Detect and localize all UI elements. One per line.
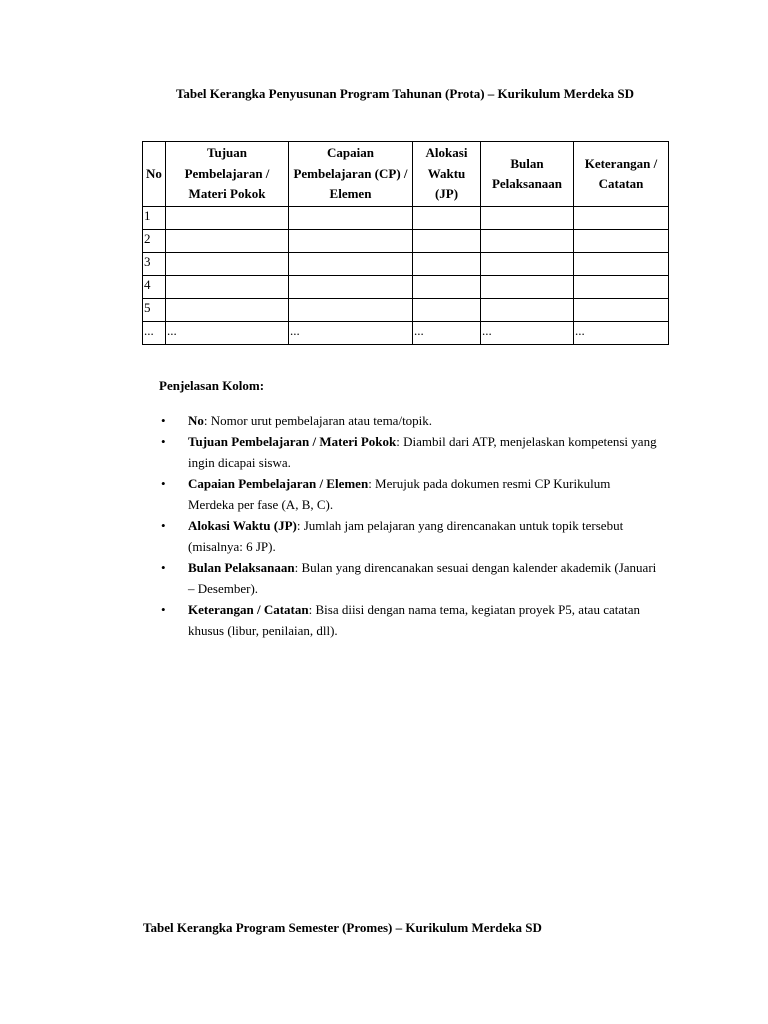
table-cell bbox=[289, 230, 413, 253]
table-row bbox=[143, 299, 669, 322]
table-row bbox=[143, 253, 669, 276]
list-item bbox=[159, 431, 659, 473]
table-cell bbox=[413, 299, 481, 322]
column-explanation-list bbox=[159, 410, 659, 641]
table-cell bbox=[481, 299, 574, 322]
header-capaian-pembelajaran: Capaian Pembelajaran (CP) / Elemen bbox=[289, 142, 413, 207]
table-cell: ... bbox=[413, 322, 481, 345]
header-keterangan: Keterangan / Catatan bbox=[574, 142, 669, 207]
table-cell bbox=[166, 299, 289, 322]
list-item-text: : Diambil dari ATP, menjelaskan kompetensi yang ingin dicapai siswa. bbox=[188, 434, 657, 470]
bullet-icon: • bbox=[161, 518, 166, 533]
table-cell: ... bbox=[166, 322, 289, 345]
column-explanation-heading: Penjelasan Kolom: bbox=[159, 378, 265, 393]
table-cell bbox=[289, 299, 413, 322]
table-cell bbox=[289, 276, 413, 299]
list-item-term: Capaian Pembelajaran / Elemen bbox=[188, 476, 369, 491]
table-row bbox=[143, 230, 669, 253]
table-cell: ... bbox=[574, 322, 669, 345]
list-item-text: : Jumlah jam pelajaran yang direncanakan untuk topik tersebut (misalnya: 6 JP). bbox=[188, 518, 624, 554]
table-cell: ... bbox=[289, 322, 413, 345]
table-cell bbox=[413, 253, 481, 276]
bullet-icon: • bbox=[161, 560, 166, 575]
list-item bbox=[159, 515, 659, 557]
list-item bbox=[159, 599, 659, 641]
list-item-term: Tujuan Pembelajaran / Materi Pokok bbox=[188, 434, 397, 449]
table-cell bbox=[481, 230, 574, 253]
table-cell bbox=[413, 207, 481, 230]
header-bulan-pelaksanaan: Bulan Pelaksanaan bbox=[481, 142, 574, 207]
table-row bbox=[143, 322, 669, 345]
table-cell bbox=[574, 207, 669, 230]
table-cell-no: 5 bbox=[143, 299, 166, 322]
document-title: Tabel Kerangka Penyusunan Program Tahunan (Prota) – Kurikulum Merdeka SD bbox=[175, 86, 635, 101]
table-cell bbox=[574, 230, 669, 253]
bullet-icon: • bbox=[161, 602, 166, 617]
list-item-text: : Nomor urut pembelajaran atau tema/topik. bbox=[203, 413, 433, 428]
table-cell bbox=[166, 230, 289, 253]
list-item bbox=[159, 473, 659, 515]
list-item-term: No bbox=[188, 413, 204, 428]
promes-title: Tabel Kerangka Program Semester (Promes) – Kurikulum Merdeka SD bbox=[143, 920, 542, 935]
list-item-text: : Merujuk pada dokumen resmi CP Kurikulum Merdeka per fase (A, B, C). bbox=[188, 476, 611, 512]
table-cell bbox=[289, 253, 413, 276]
header-tujuan-pembelajaran: Tujuan Pembelajaran / Materi Pokok bbox=[166, 142, 289, 207]
bullet-icon: • bbox=[161, 413, 166, 428]
list-item-text: : Bulan yang direncanakan sesuai dengan kalender akademik (Januari – Desember). bbox=[188, 560, 657, 596]
table-cell-no: 3 bbox=[143, 253, 166, 276]
table-cell bbox=[413, 276, 481, 299]
table-cell bbox=[481, 276, 574, 299]
table-cell bbox=[481, 253, 574, 276]
table-cell bbox=[481, 207, 574, 230]
table-row bbox=[143, 276, 669, 299]
table-cell-no: 4 bbox=[143, 276, 166, 299]
table-cell: ... bbox=[481, 322, 574, 345]
list-item-text: : Bisa diisi dengan nama tema, kegiatan proyek P5, atau catatan khusus (libur, penilaian, dll). bbox=[188, 602, 641, 638]
list-item-term: Keterangan / Catatan bbox=[188, 602, 309, 617]
table-cell bbox=[413, 230, 481, 253]
table-cell-no: 1 bbox=[143, 207, 166, 230]
table-cell bbox=[574, 276, 669, 299]
list-item bbox=[159, 410, 659, 431]
list-item-term: Alokasi Waktu (JP) bbox=[188, 518, 297, 533]
table-row bbox=[143, 207, 669, 230]
table-cell bbox=[166, 253, 289, 276]
table-header-row bbox=[143, 142, 669, 207]
table-cell-no: 2 bbox=[143, 230, 166, 253]
header-no: No bbox=[143, 142, 166, 207]
list-item bbox=[159, 557, 659, 599]
table-cell bbox=[289, 207, 413, 230]
table-cell bbox=[166, 207, 289, 230]
table-cell bbox=[574, 253, 669, 276]
table-cell bbox=[574, 299, 669, 322]
header-alokasi-waktu: Alokasi Waktu (JP) bbox=[413, 142, 481, 207]
bullet-icon: • bbox=[161, 476, 166, 491]
list-item-term: Bulan Pelaksanaan bbox=[188, 560, 295, 575]
table-cell-no: ... bbox=[143, 322, 166, 345]
prota-table bbox=[142, 141, 669, 345]
bullet-icon: • bbox=[161, 434, 166, 449]
table-cell bbox=[166, 276, 289, 299]
